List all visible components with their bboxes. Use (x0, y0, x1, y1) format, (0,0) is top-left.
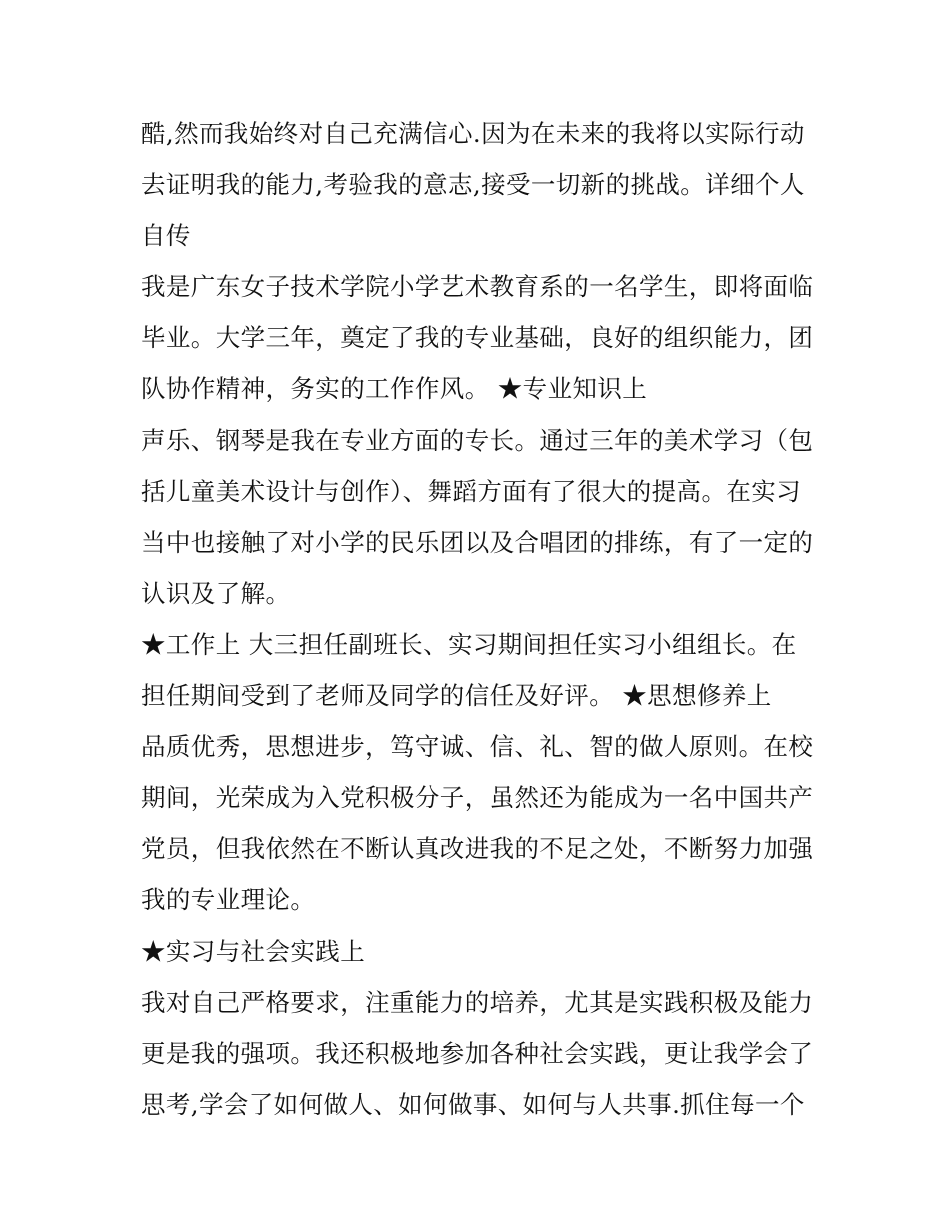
text-line-17: ★实习与社会实践上 (141, 936, 366, 966)
text-line-4: 我是广东女子技术学院小学艺术教育系的一名学生，即将面临 (141, 272, 814, 302)
text-line-6: 队协作精神，务实的工作作风。 ★专业知识上 (141, 374, 648, 404)
text-line-16: 我的专业理论。 (141, 885, 316, 915)
text-line-14: 期间，光荣成为入党积极分子，虽然还为能成为一名中国共产 (141, 783, 814, 813)
text-line-20: 思考,学会了如何做人、如何做事、如何与人共事.抓住每一个 (141, 1089, 805, 1119)
text-line-18: 我对自己严格要求，注重能力的培养，尤其是实践积极及能力 (141, 987, 814, 1017)
text-line-3: 自传 (141, 221, 191, 251)
text-line-2: 去证明我的能力,考验我的意志,接受一切新的挑战。详细个人 (141, 170, 805, 200)
text-line-5: 毕业。大学三年，奠定了我的专业基础，良好的组织能力，团 (141, 323, 814, 353)
text-line-9: 当中也接触了对小学的民乐团以及合唱团的排练，有了一定的 (141, 527, 814, 557)
text-line-7: 声乐、钢琴是我在专业方面的专长。通过三年的美术学习（包 (141, 425, 814, 455)
text-line-13: 品质优秀，思想进步，笃守诚、信、礼、智的做人原则。在校 (141, 732, 814, 762)
text-line-19: 更是我的强项。我还积极地参加各种社会实践，更让我学会了 (141, 1038, 814, 1068)
text-line-11: ★工作上 大三担任副班长、实习期间担任实习小组组长。在 (141, 629, 797, 659)
text-line-8: 括儿童美术设计与创作）、舞蹈方面有了很大的提高。在实习 (141, 476, 802, 506)
text-line-1: 酷,然而我始终对自己充满信心.因为在未来的我将以实际行动 (141, 119, 805, 148)
text-line-15: 党员，但我依然在不断认真改进我的不足之处，不断努力加强 (141, 834, 814, 864)
body-text (141, 108, 821, 1130)
text-line-12: 担任期间受到了老师及同学的信任及好评。 ★思想修养上 (141, 681, 772, 711)
text-line-10: 认识及了解。 (141, 578, 291, 608)
